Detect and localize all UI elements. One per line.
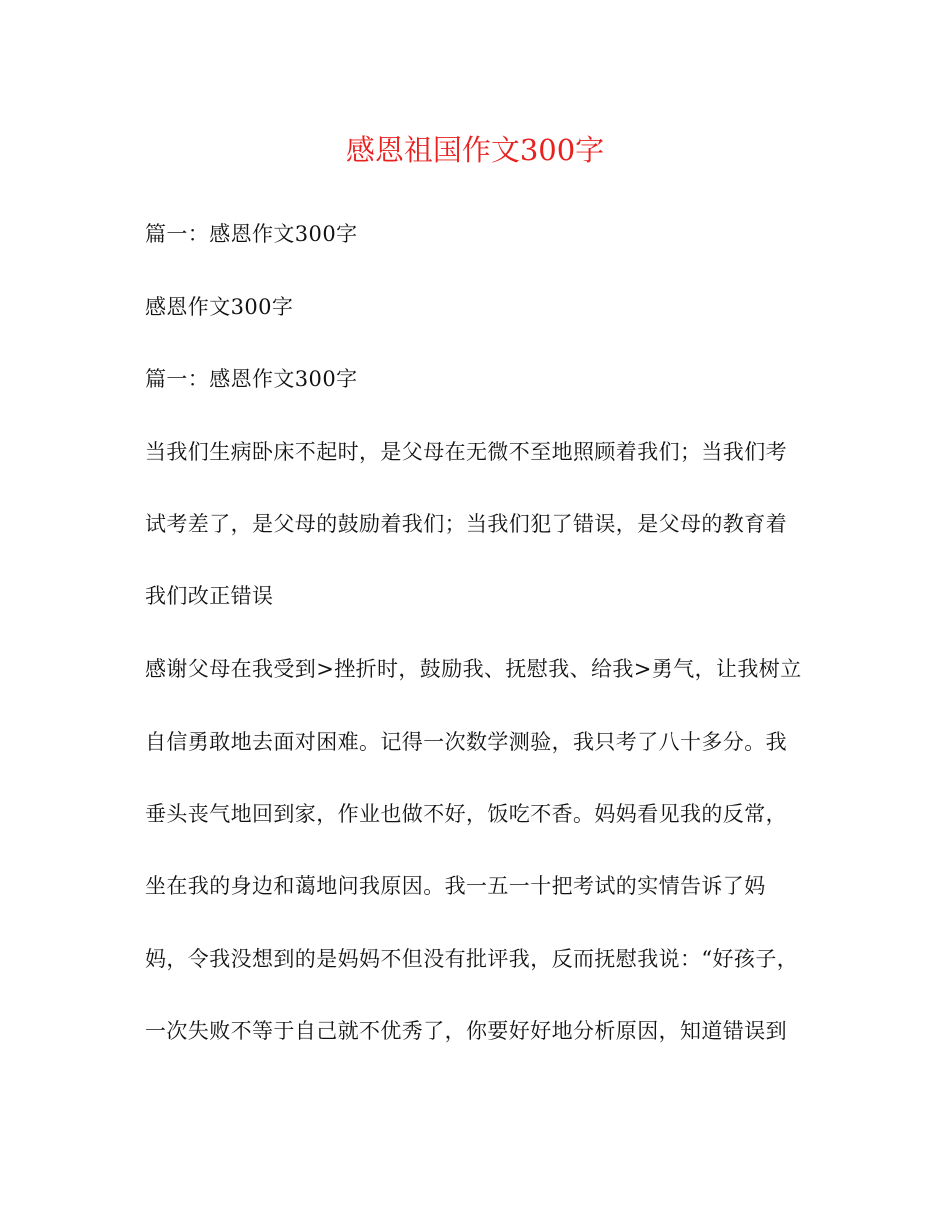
paragraph-line: 感谢父母在我受到>挫折时，鼓励我、抚慰我、给我>勇气，让我树立 — [145, 657, 802, 681]
subheading: 感恩作文300字 — [145, 295, 294, 319]
paragraph-line: 垂头丧气地回到家，作业也做不好，饭吃不香。妈妈看见我的反常， — [145, 802, 787, 826]
paragraph-line: 我们改正错误 — [145, 584, 274, 608]
section-heading: 篇一：感恩作文300字 — [145, 367, 358, 391]
paragraph-line: 当我们生病卧床不起时，是父母在无微不至地照顾着我们；当我们考 — [145, 440, 787, 464]
paragraph-line: 试考差了，是父母的鼓励着我们；当我们犯了错误，是父母的教育着 — [145, 512, 787, 536]
paragraph-line: 一次失败不等于自己就不优秀了，你要好好地分析原因，知道错误到 — [145, 1019, 787, 1043]
paragraph-line: 妈，令我没想到的是妈妈不但没有批评我，反而抚慰我说：“好孩子， — [145, 947, 799, 971]
paragraph-line: 坐在我的身边和蔼地问我原因。我一五一十把考试的实情告诉了妈 — [145, 874, 766, 898]
section-heading: 篇一：感恩作文300字 — [145, 222, 358, 246]
document-title: 感恩祖国作文300字 — [345, 133, 605, 167]
paragraph-line: 自信勇敢地去面对困难。记得一次数学测验，我只考了八十多分。我 — [145, 730, 787, 754]
